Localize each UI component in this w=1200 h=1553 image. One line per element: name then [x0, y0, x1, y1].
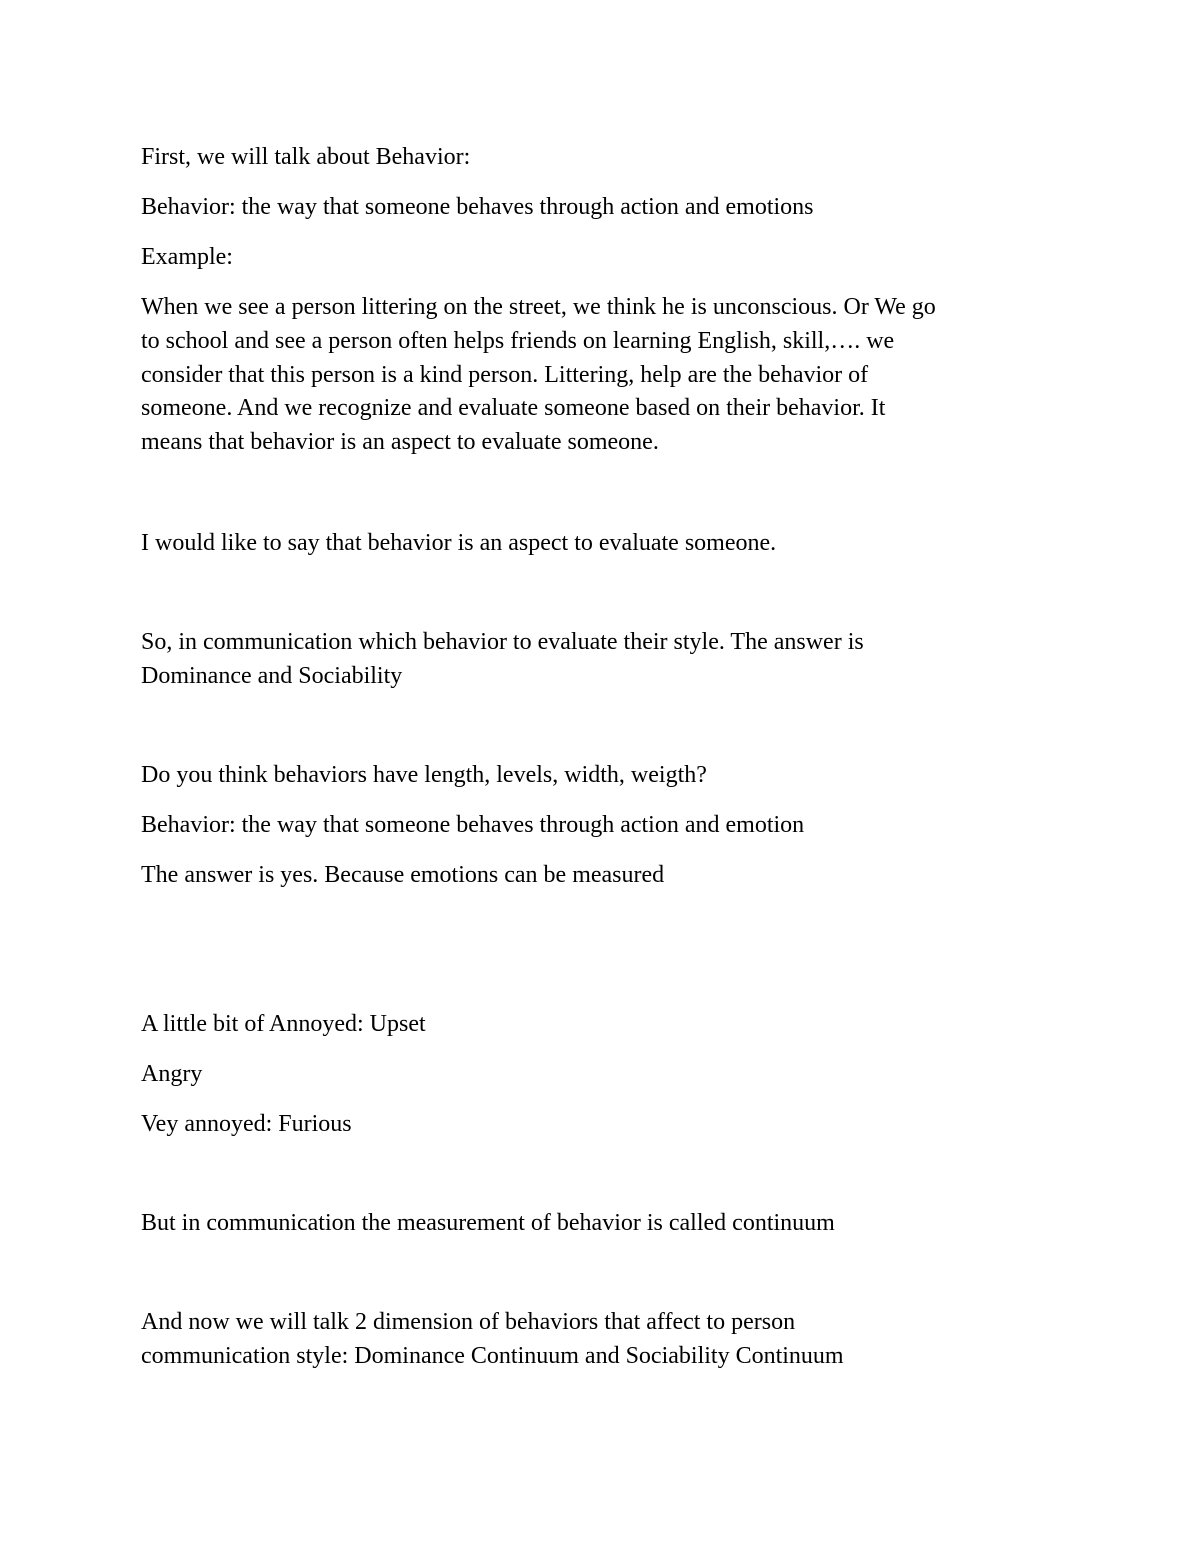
dimensions-line: communication style: Dominance Continuum and Sociability Continuum [141, 1342, 844, 1369]
emotion-level: Vey annoyed: Furious [141, 1111, 352, 1137]
behavior-definition-repeat: Behavior: the way that someone behaves through action and emotion [141, 812, 805, 838]
answer-paragraph: The answer is yes. Because emotions can be measured [141, 862, 665, 888]
dimensions-line: And now we will talk 2 dimension of behaviors that affect to person [141, 1309, 796, 1335]
continuum-paragraph: But in communication the measurement of behavior is called continuum [141, 1210, 835, 1236]
example-line: consider that this person is a kind person. Littering, help are the behavior of [141, 361, 869, 388]
communication-line: So, in communication which behavior to evaluate their style. The answer is [141, 629, 864, 655]
example-line: means that behavior is an aspect to evaluate someone. [141, 429, 659, 456]
question-paragraph: Do you think behaviors have length, levels, width, weigth? [141, 762, 707, 788]
communication-line: Dominance and Sociability [141, 662, 403, 689]
communication-paragraph [141, 626, 1081, 694]
emotion-level: Angry [141, 1061, 203, 1087]
example-line: someone. And we recognize and evaluate someone based on their behavior. It [141, 395, 886, 422]
example-line: When we see a person littering on the street, we think he is unconscious. Or We go [141, 294, 936, 320]
behavior-definition: Behavior: the way that someone behaves through action and emotions [141, 194, 814, 220]
intro-paragraph: First, we will talk about Behavior: [141, 144, 471, 170]
emotion-level: A little bit of Annoyed: Upset [141, 1011, 426, 1037]
dimensions-paragraph [141, 1306, 1081, 1374]
example-line: to school and see a person often helps friends on learning English, skill,…. we [141, 327, 895, 354]
statement-paragraph: I would like to say that behavior is an aspect to evaluate someone. [141, 530, 777, 556]
example-paragraph [141, 291, 1081, 460]
example-label: Example: [141, 244, 233, 270]
